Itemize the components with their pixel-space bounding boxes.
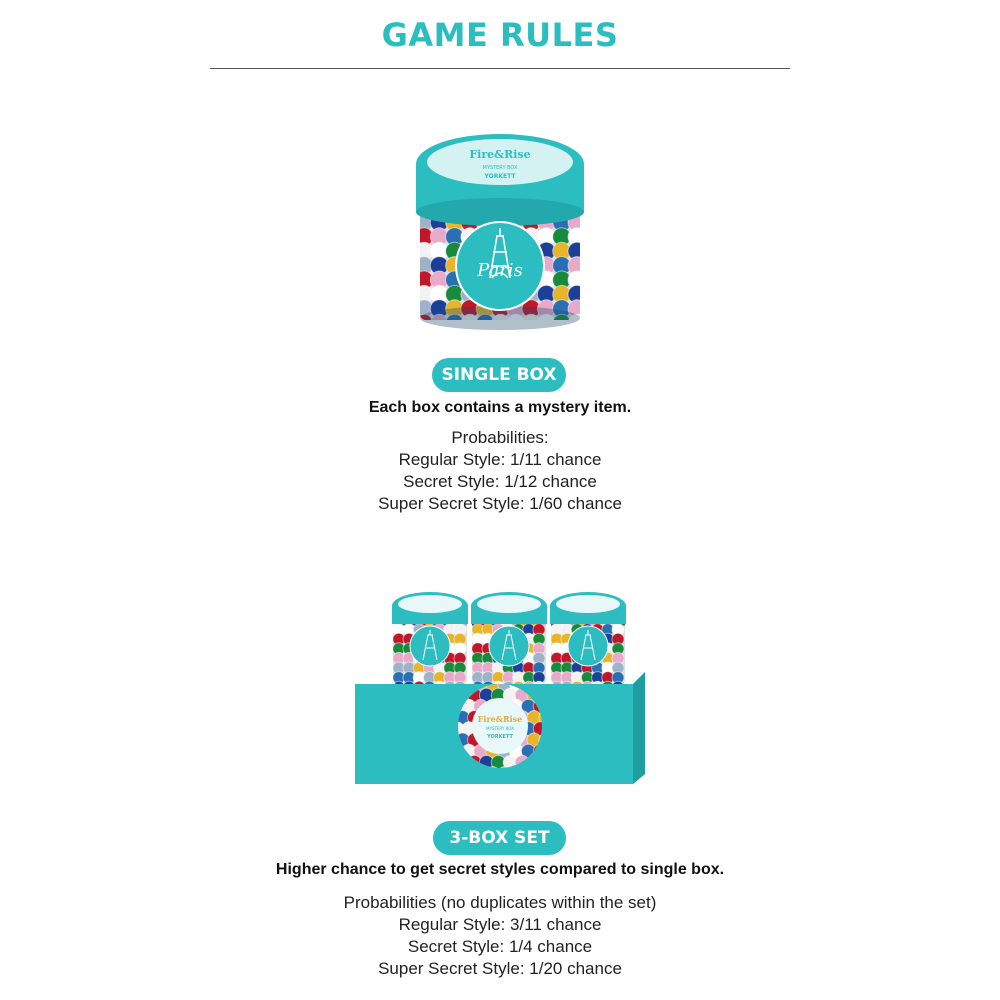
- single-box-line: Super Secret Style: 1/60 chance: [378, 494, 622, 513]
- single-box-line: Secret Style: 1/12 chance: [403, 472, 597, 491]
- set-jar: [546, 592, 629, 696]
- set-box-lead: Higher chance to get secret styles compared to single box.: [275, 861, 725, 878]
- jar-subtitle-text: MYSTERY BOX: [482, 165, 518, 171]
- seal-subtitle-text: MYSTERY BOX: [486, 726, 514, 731]
- set-box-line: Probabilities (no duplicates within the set): [343, 893, 657, 912]
- page-title: GAME RULES: [381, 16, 619, 54]
- single-box-line: Probabilities:: [451, 428, 549, 447]
- single-box-jar-image: [412, 128, 588, 336]
- set-box-badge: [433, 821, 566, 855]
- set-jar: [467, 592, 550, 696]
- seal-maker-text: YORKETT: [487, 734, 513, 740]
- set-box-line: Super Secret Style: 1/20 chance: [378, 959, 622, 978]
- seal-brand-text: Fire&Rise: [477, 714, 523, 724]
- three-box-set-image: [355, 588, 645, 786]
- single-box-badge: [432, 358, 566, 392]
- set-box-line: Secret Style: 1/4 chance: [407, 937, 593, 956]
- set-box-badge-label: 3-BOX SET: [449, 828, 550, 848]
- jar-brand-text: Fire&Rise: [469, 148, 531, 161]
- jar-maker-text: YORKETT: [484, 173, 516, 180]
- jar-city-text: Paris: [477, 260, 523, 281]
- single-box-line: Regular Style: 1/11 chance: [398, 450, 602, 469]
- title-divider: [210, 68, 790, 69]
- set-box-line: Regular Style: 3/11 chance: [398, 915, 602, 934]
- single-box-badge-label: SINGLE BOX: [441, 365, 557, 385]
- set-jar: [388, 592, 471, 696]
- single-box-lead: Each box contains a mystery item.: [368, 399, 632, 416]
